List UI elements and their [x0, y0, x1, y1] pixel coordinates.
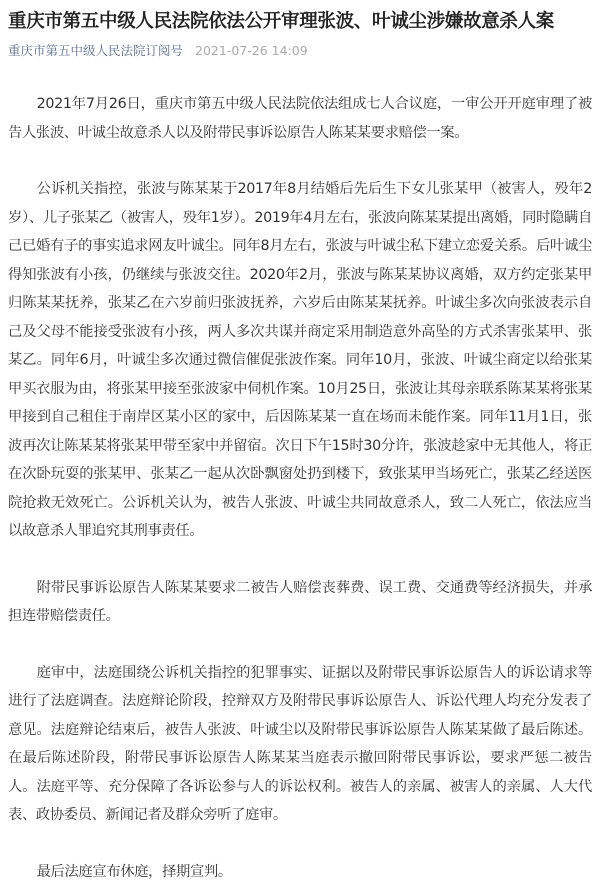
paragraph-civil-claim: 附带民事诉讼原告人陈某某要求二被告人赔偿丧葬费、误工费、交通费等经济损失，并承担连带赔偿责任。	[8, 574, 592, 631]
article-body	[8, 90, 592, 886]
source-account-link[interactable]: 重庆市第五中级人民法院订阅号	[8, 43, 183, 58]
article-meta	[8, 42, 592, 60]
paragraph-trial-intro: 2021年7月26日，重庆市第五中级人民法院依法组成七人合议庭，一审公开开庭审理了被告人张波、叶诚尘故意杀人以及附带民事诉讼原告人陈某某要求赔偿一案。	[8, 90, 592, 147]
paragraph-prosecution-charges: 公诉机关指控，张波与陈某某于2017年8月结婚后先后生下女儿张某甲（被害人，殁年2岁）、儿子张某乙（被害人，殁年1岁）。2019年4月左右，张波向陈某某提出离婚，同时隐瞒自己已婚有子的事实追求网友叶诚尘。同年8月左右，张波与叶诚尘私下建立恋爱关系。后叶诚尘得知张波有小孩，仍继续与张波交往。2020年2月，张波与陈某某协议离婚，双方约定张某甲归陈某某抚养，张某乙在六岁前归张波抚养，六岁后由陈某某抚养。叶诚尘多次向张波表示自己及父母不能接受张波有小孩，两人多次共谋并商定采用制造意外高坠的方式杀害张某甲、张某乙。同年6月，叶诚尘多次通过微信催促张波作案。同年10月，张波、叶诚尘商定以给张某甲买衣服为由，将张某甲接至张波家中伺机作案。10月25日，张波让其母亲联系陈某某将张某甲接到自己租住于南岸区某小区的家中，后因陈某某一直在场而未能作案。同年11月1日，张波再次让陈某某将张某甲带至家中并留宿。次日下午15时30分许，张波趁家中无其他人，将正在次卧玩耍的张某甲、张某乙一起从次卧飘窗处扔到楼下，致张某甲当场死亡，张某乙经送医院抢救无效死亡。公诉机关认为，被告人张波、叶诚尘共同故意杀人，致二人死亡，依法应当以故意杀人罪追究其刑事责任。	[8, 175, 592, 546]
paragraph-adjournment: 最后法庭宣布休庭，择期宣判。	[8, 858, 592, 886]
publish-date: 2021-07-26 14:09	[195, 43, 308, 58]
paragraph-court-proceedings: 庭审中，法庭围绕公诉机关指控的犯罪事实、证据以及附带民事诉讼原告人的诉讼请求等进行了法庭调查。法庭辩论阶段，控辩双方及附带民事诉讼原告人、诉讼代理人均充分发表了意见。法庭辩论结束后，被告人张波、叶诚尘以及附带民事诉讼原告人陈某某做了最后陈述。在最后陈述阶段，附带民事诉讼原告人陈某某当庭表示撤回附带民事诉讼，要求严惩二被告人。法庭平等、充分保障了各诉讼参与人的诉讼权利。被告人的亲属、被害人的亲属、人大代表、政协委员、新闻记者及群众旁听了庭审。	[8, 659, 592, 830]
article-title: 重庆市第五中级人民法院依法公开审理张波、叶诚尘涉嫌故意杀人案	[8, 0, 592, 36]
